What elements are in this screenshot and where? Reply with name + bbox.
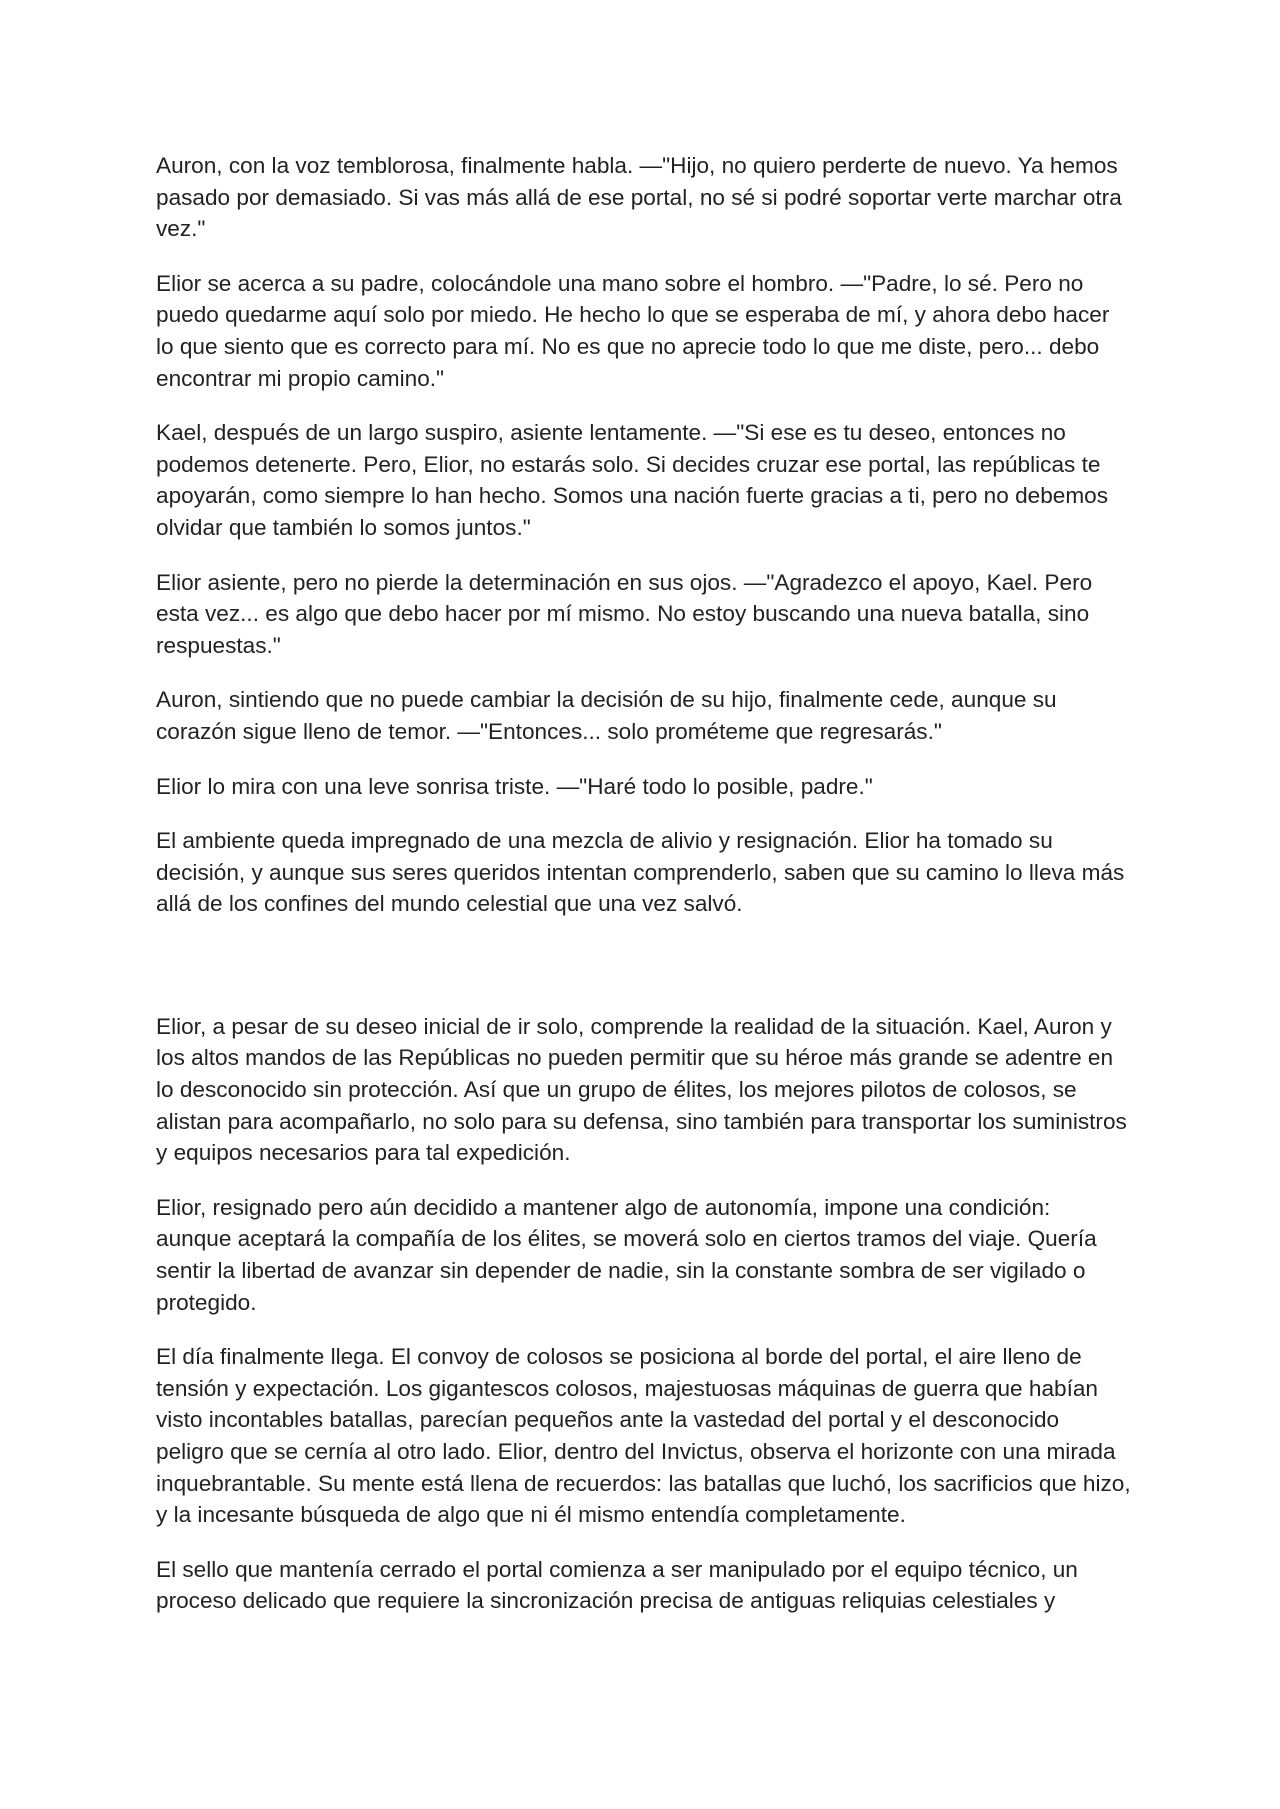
section-break <box>156 943 1131 1011</box>
paragraph: Elior asiente, pero no pierde la determinación en sus ojos. —"Agradezco el apoyo, Kael. Pero esta vez... es algo que debo hacer por mí mismo. No estoy buscando una nueva batalla, sino respuestas." <box>156 569 1093 658</box>
paragraph: Elior, resignado pero aún decidido a mantener algo de autonomía, impone una condición: aunque aceptará la compañía de los élites, se moverá solo en ciertos tramos del viaje. Quería sentir la libertad de avanzar sin depender de nadie, sin la constante sombra de ser vigilado o protegido. <box>156 1194 1097 1315</box>
paragraph: Elior lo mira con una leve sonrisa triste. —"Haré todo lo posible, padre." <box>156 773 873 799</box>
paragraph: Elior, a pesar de su deseo inicial de ir solo, comprende la realidad de la situación. Kael, Auron y los altos mandos de las Repúblicas no pueden permitir que su héroe más grande se adentre en lo desconocido sin protección. Así que un grupo de élites, los mejores pilotos de colosos, se alistan para acompañarlo, no solo para su defensa, sino también para transportar los suministros y equipos necesarios para tal expedición. <box>156 1013 1127 1166</box>
paragraph: El ambiente queda impregnado de una mezcla de alivio y resignación. Elior ha tomado su decisión, y aunque sus seres queridos intentan comprenderlo, saben que su camino lo lleva más allá de los confines del mundo celestial que una vez salvó. <box>156 828 1125 917</box>
paragraph: Auron, sintiendo que no puede cambiar la decisión de su hijo, finalmente cede, aunque su corazón sigue lleno de temor. —"Entonces... solo prométeme que regresarás." <box>156 687 1057 744</box>
paragraph: El día finalmente llega. El convoy de colosos se posiciona al borde del portal, el aire lleno de tensión y expectación. Los gigantescos colosos, majestuosas máquinas de guerra que habían visto incontables batallas, parecían pequeños ante la vastedad del portal y el desconocido peligro que se cernía al otro lado. Elior, dentro del Invictus, observa el horizonte con una mirada inquebrantable. Su mente está llena de recuerdos: las batallas que luchó, los sacrificios que hizo, y la incesante búsqueda de algo que ni él mismo entendía completamente. <box>156 1344 1131 1528</box>
document-body <box>156 150 1131 1640</box>
paragraph: Auron, con la voz temblorosa, finalmente habla. —"Hijo, no quiero perderte de nuevo. Ya hemos pasado por demasiado. Si vas más allá de ese portal, no sé si podré soportar verte marchar otra vez." <box>156 153 1122 242</box>
paragraph: Elior se acerca a su padre, colocándole una mano sobre el hombro. —"Padre, lo sé. Pero no puedo quedarme aquí solo por miedo. He hecho lo que se esperaba de mí, y ahora debo hacer lo que siento que es correcto para mí. No es que no aprecie todo lo que me diste, pero... debo encontrar mi propio camino." <box>156 270 1110 391</box>
paragraph: El sello que mantenía cerrado el portal comienza a ser manipulado por el equipo técnico, un proceso delicado que requiere la sincronización precisa de antiguas reliquias celestiales y <box>156 1556 1078 1614</box>
paragraph: Kael, después de un largo suspiro, asiente lentamente. —"Si ese es tu deseo, entonces no podemos detenerte. Pero, Elior, no estarás solo. Si decides cruzar ese portal, las repúblicas te apoyarán, como siempre lo han hecho. Somos una nación fuerte gracias a ti, pero no debemos olvidar que también lo somos juntos." <box>156 420 1109 540</box>
